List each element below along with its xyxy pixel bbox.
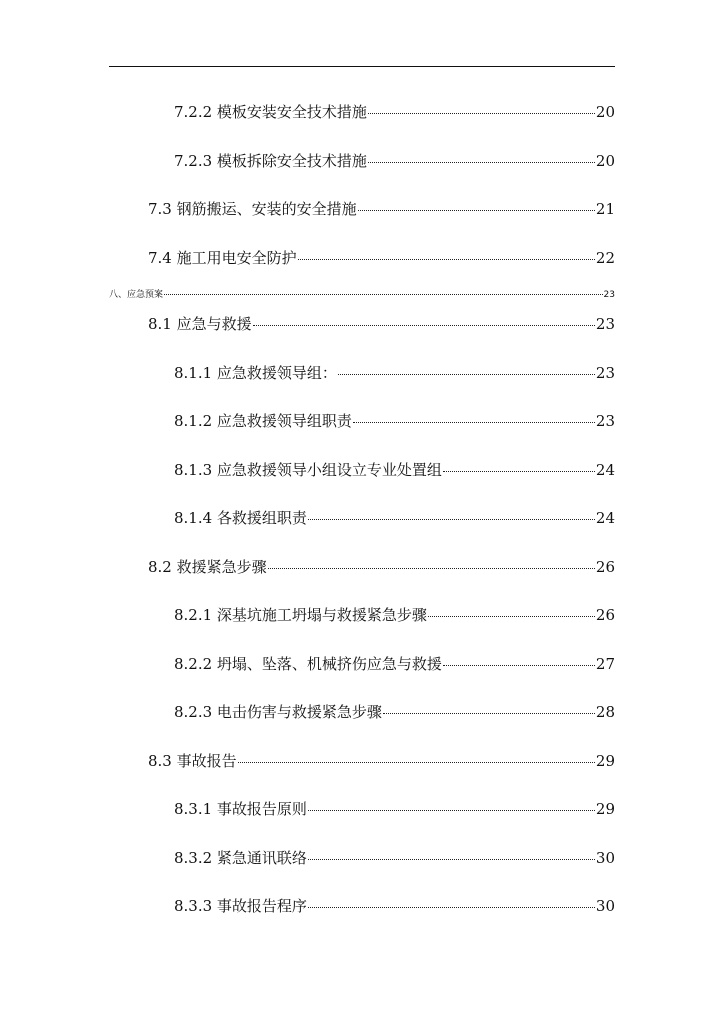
toc-page-number: 23 [595, 364, 615, 382]
toc-entry-title: 8.3.1 事故报告原则 [174, 800, 307, 818]
toc-page-number: 24 [595, 461, 615, 479]
toc-entry-title: 8.3 事故报告 [148, 752, 237, 770]
toc-entry-title: 7.4 施工用电安全防护 [148, 249, 297, 267]
toc-page-number: 29 [595, 752, 615, 770]
toc-page-number: 23 [595, 412, 615, 430]
toc-page-number: 21 [595, 200, 615, 218]
toc-entry-title: 8.2.3 电击伤害与救援紧急步骤 [174, 703, 382, 721]
toc-dot-leader [383, 713, 595, 714]
toc-page-number: 20 [595, 103, 615, 121]
toc-entry-8-1-2[interactable] [174, 411, 615, 431]
toc-dot-leader [308, 859, 595, 860]
toc-dot-leader [353, 422, 595, 423]
toc-entry-title: 8.1.1 应急救援领导组： [174, 364, 337, 382]
toc-entry-title: 8.3.3 事故报告程序 [174, 897, 307, 915]
toc-entry-title: 8.3.2 紧急通讯联络 [174, 849, 307, 867]
toc-dot-leader [164, 294, 603, 295]
toc-page-number: 26 [595, 606, 615, 624]
toc-entry-title: 7.2.2 模板安装安全技术措施 [174, 103, 367, 121]
toc-entry-title: 8.1.2 应急救援领导组职责 [174, 412, 352, 430]
toc-entry-8-1-4[interactable] [174, 508, 615, 528]
toc-dot-leader [238, 762, 595, 763]
toc-entry-8-3-2[interactable] [174, 848, 615, 868]
toc-entry-7-2-3[interactable] [174, 151, 615, 171]
toc-entry-title: 八、应急预案 [109, 290, 164, 300]
toc-dot-leader [268, 568, 595, 569]
toc-entry-title: 8.2 救援紧急步骤 [148, 558, 267, 576]
toc-entry-8-1-1[interactable] [174, 363, 615, 383]
toc-entry-title: 8.1.3 应急救援领导小组设立专业处置组 [174, 461, 442, 479]
toc-dot-leader [443, 665, 595, 666]
toc-dot-leader [368, 162, 595, 163]
toc-entry-8-2[interactable] [148, 557, 615, 577]
toc-dot-leader [308, 907, 595, 908]
toc-entry-8-3[interactable] [148, 751, 615, 771]
toc-page-number: 23 [595, 315, 615, 333]
toc-dot-leader [308, 519, 595, 520]
toc-entry-title: 8.1.4 各救援组职责 [174, 509, 307, 527]
toc-page-number: 28 [595, 703, 615, 721]
toc-entry-8-1-3[interactable] [174, 460, 615, 480]
toc-entry-8-2-3[interactable] [174, 702, 615, 722]
toc-entry-7-4[interactable] [148, 248, 615, 268]
toc-entry-8-3-3[interactable] [174, 896, 615, 916]
toc-entry-title: 8.2.1 深基坑施工坍塌与救援紧急步骤 [174, 606, 427, 624]
toc-dot-leader [338, 374, 595, 375]
toc-page-number: 26 [595, 558, 615, 576]
toc-page-number: 27 [595, 655, 615, 673]
toc-dot-leader [428, 616, 595, 617]
toc-entry-8-1[interactable] [148, 314, 615, 334]
toc-entry-8-2-2[interactable] [174, 654, 615, 674]
toc-dot-leader [358, 210, 595, 211]
toc-dot-leader [308, 810, 595, 811]
toc-dot-leader [443, 471, 595, 472]
toc-entry-8-3-1[interactable] [174, 799, 615, 819]
toc-entry-title: 7.3 钢筋搬运、安装的安全措施 [148, 200, 357, 218]
toc-page-number: 23 [603, 290, 615, 300]
toc-page-number: 22 [595, 249, 615, 267]
toc-entry-title: 7.2.3 模板拆除安全技术措施 [174, 152, 367, 170]
toc-entry-7-3[interactable] [148, 199, 615, 219]
header-rule [109, 66, 615, 67]
toc-page-number: 30 [595, 897, 615, 915]
toc-page-number: 30 [595, 849, 615, 867]
toc-entry-title: 8.1 应急与救援 [148, 315, 252, 333]
toc-page-number: 24 [595, 509, 615, 527]
toc-entry-7-2-2[interactable] [174, 102, 615, 122]
toc-entry-chapter-8[interactable] [109, 289, 615, 301]
toc-page-number: 29 [595, 800, 615, 818]
toc-dot-leader [253, 325, 595, 326]
toc-entry-title: 8.2.2 坍塌、坠落、机械挤伤应急与救援 [174, 655, 442, 673]
toc-page-number: 20 [595, 152, 615, 170]
toc-dot-leader [368, 113, 595, 114]
toc-entry-8-2-1[interactable] [174, 605, 615, 625]
toc-dot-leader [298, 259, 595, 260]
